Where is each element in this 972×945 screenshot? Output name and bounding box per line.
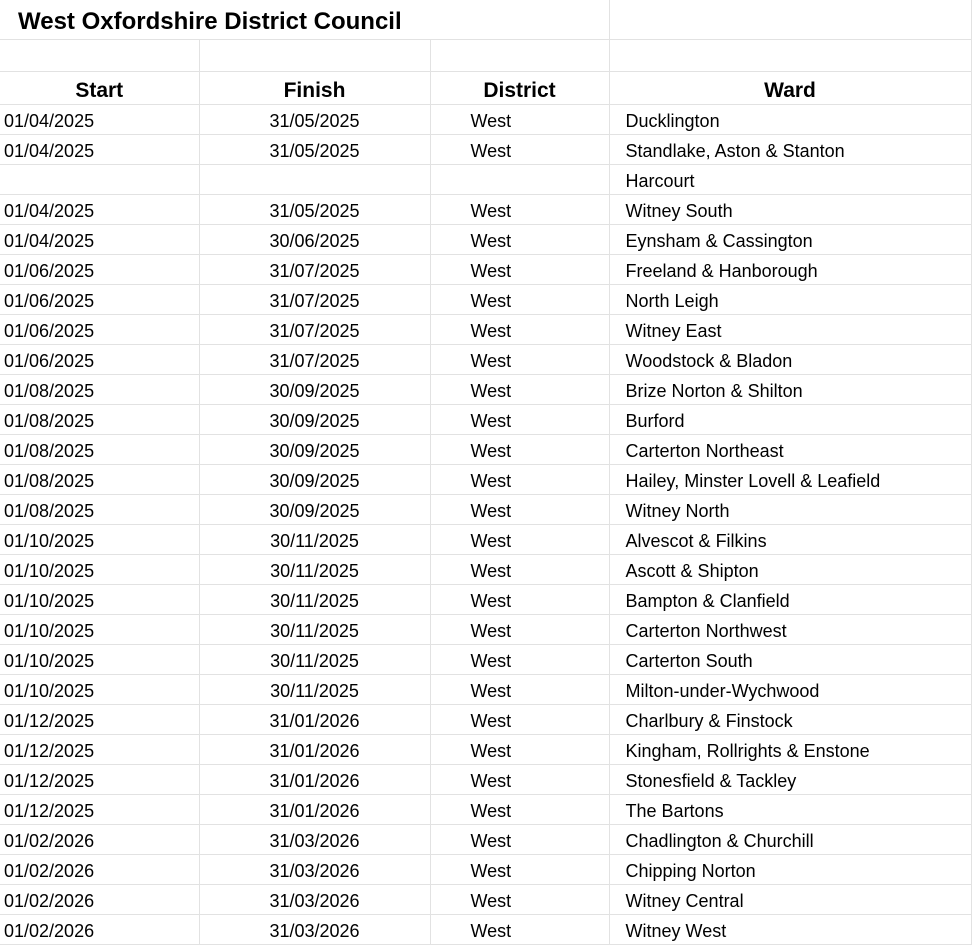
table-row [0,165,971,195]
table-row [0,225,971,255]
cell-finish[interactable]: 31/07/2025 [199,345,430,375]
table-row [0,135,971,165]
cell-district[interactable]: West [430,465,609,495]
cell-ward[interactable]: Burford [609,405,971,435]
cell-finish[interactable]: 30/09/2025 [199,465,430,495]
cell-district[interactable]: West [430,135,609,165]
cell-district[interactable]: West [430,195,609,225]
cell-finish[interactable]: 31/01/2026 [199,705,430,735]
cell-start[interactable]: 01/04/2025 [0,225,199,255]
cell-start[interactable]: 01/06/2025 [0,345,199,375]
cell-ward[interactable]: Stonesfield & Tackley [609,765,971,795]
cell-start[interactable]: 01/02/2026 [0,825,199,855]
cell-ward[interactable]: Chipping Norton [609,855,971,885]
cell-ward[interactable]: Milton-under-Wychwood [609,675,971,705]
title-row [0,0,971,40]
cell-ward[interactable]: Witney West [609,915,971,945]
table-row [0,255,971,285]
table-row [0,675,971,705]
cell-finish[interactable]: 30/11/2025 [199,555,430,585]
cell-start[interactable]: 01/08/2025 [0,495,199,525]
header-row [0,72,971,105]
cell-start[interactable]: 01/04/2025 [0,195,199,225]
cell-start[interactable]: 01/02/2026 [0,915,199,945]
cell-district[interactable]: West [430,315,609,345]
cell-start[interactable]: 01/04/2025 [0,135,199,165]
cell-start[interactable]: 01/06/2025 [0,315,199,345]
cell-ward[interactable]: Ducklington [609,105,971,135]
table-row [0,585,971,615]
cell-district[interactable]: West [430,345,609,375]
cell-ward[interactable]: North Leigh [609,285,971,315]
cell-finish[interactable]: 31/05/2025 [199,105,430,135]
empty-cell[interactable] [0,40,199,72]
table-row [0,705,971,735]
cell-start[interactable]: 01/08/2025 [0,465,199,495]
table-row [0,915,971,945]
cell-ward[interactable]: Freeland & Hanborough [609,255,971,285]
cell-district[interactable]: West [430,735,609,765]
cell-finish[interactable]: 31/07/2025 [199,315,430,345]
cell-start[interactable]: 01/08/2025 [0,375,199,405]
cell-ward[interactable]: Brize Norton & Shilton [609,375,971,405]
empty-cell[interactable] [430,40,609,72]
cell-ward[interactable]: Witney North [609,495,971,525]
cell-ward[interactable]: Chadlington & Churchill [609,825,971,855]
cell-district[interactable]: West [430,855,609,885]
cell-start[interactable]: 01/02/2026 [0,885,199,915]
cell-finish[interactable]: 30/11/2025 [199,645,430,675]
empty-cell[interactable] [199,40,430,72]
cell-ward[interactable]: The Bartons [609,795,971,825]
cell-district[interactable]: West [430,675,609,705]
cell-ward[interactable]: Alvescot & Filkins [609,525,971,555]
cell-ward[interactable]: Ascott & Shipton [609,555,971,585]
table-row [0,855,971,885]
cell-finish[interactable]: 30/09/2025 [199,405,430,435]
cell-district[interactable]: West [430,645,609,675]
cell-ward[interactable]: Witney South [609,195,971,225]
cell-start[interactable]: 01/06/2025 [0,255,199,285]
table-row [0,405,971,435]
table-row [0,765,971,795]
cell-district[interactable]: West [430,495,609,525]
cell-finish[interactable]: 31/03/2026 [199,915,430,945]
cell-district[interactable]: West [430,705,609,735]
cell-start[interactable]: 01/08/2025 [0,435,199,465]
table-row [0,105,971,135]
cell-district[interactable]: West [430,405,609,435]
cell-start[interactable]: 01/10/2025 [0,615,199,645]
cell-district[interactable]: West [430,225,609,255]
cell-finish[interactable]: 31/01/2026 [199,765,430,795]
cell-start[interactable]: 01/12/2025 [0,735,199,765]
cell-start[interactable] [0,165,199,195]
cell-district[interactable]: West [430,825,609,855]
cell-start[interactable]: 01/10/2025 [0,525,199,555]
header-district[interactable]: District [430,72,609,105]
cell-finish[interactable]: 31/03/2026 [199,825,430,855]
table-row [0,345,971,375]
cell-finish[interactable]: 31/03/2026 [199,885,430,915]
cell-ward[interactable]: Carterton Northeast [609,435,971,465]
cell-start[interactable]: 01/10/2025 [0,585,199,615]
cell-finish[interactable]: 30/09/2025 [199,435,430,465]
empty-cell[interactable] [609,40,971,72]
sheet-title[interactable]: West Oxfordshire District Council [0,0,609,40]
table-row [0,795,971,825]
cell-ward[interactable]: Charlbury & Finstock [609,705,971,735]
cell-start[interactable]: 01/10/2025 [0,555,199,585]
cell-finish[interactable]: 31/01/2026 [199,795,430,825]
cell-district[interactable]: West [430,255,609,285]
header-start[interactable]: Start [0,72,199,105]
cell-ward[interactable]: Hailey, Minster Lovell & Leafield [609,465,971,495]
cell-district[interactable]: West [430,555,609,585]
table-row [0,825,971,855]
cell-ward[interactable]: Witney East [609,315,971,345]
cell-district[interactable]: West [430,285,609,315]
cell-finish[interactable]: 30/06/2025 [199,225,430,255]
cell-district[interactable]: West [430,615,609,645]
cell-finish[interactable]: 30/09/2025 [199,375,430,405]
cell-finish[interactable]: 31/07/2025 [199,285,430,315]
cell-finish[interactable]: 31/05/2025 [199,195,430,225]
table-row [0,525,971,555]
table-row [0,735,971,765]
table-row [0,465,971,495]
empty-cell[interactable] [609,0,971,40]
cell-start[interactable]: 01/10/2025 [0,675,199,705]
header-ward[interactable]: Ward [609,72,971,105]
cell-start[interactable]: 01/08/2025 [0,405,199,435]
cell-district[interactable]: West [430,795,609,825]
table-row [0,645,971,675]
cell-district[interactable]: West [430,915,609,945]
table-row [0,495,971,525]
cell-finish[interactable]: 30/11/2025 [199,585,430,615]
table-row [0,615,971,645]
cell-finish[interactable]: 31/05/2025 [199,135,430,165]
table-row [0,885,971,915]
cell-finish[interactable]: 31/07/2025 [199,255,430,285]
cell-district[interactable]: West [430,885,609,915]
cell-ward[interactable]: Carterton South [609,645,971,675]
cell-ward[interactable]: Harcourt [609,165,971,195]
table-row [0,315,971,345]
cell-district[interactable]: West [430,375,609,405]
cell-district[interactable]: West [430,105,609,135]
cell-ward[interactable]: Witney Central [609,885,971,915]
cell-finish[interactable]: 30/11/2025 [199,525,430,555]
cell-start[interactable]: 01/04/2025 [0,105,199,135]
table-row [0,435,971,465]
cell-finish[interactable] [199,165,430,195]
blank-row [0,40,971,72]
cell-finish[interactable]: 31/01/2026 [199,735,430,765]
table-row [0,555,971,585]
table-row [0,285,971,315]
table-row [0,195,971,225]
cell-ward[interactable]: Carterton Northwest [609,615,971,645]
cell-ward[interactable]: Kingham, Rollrights & Enstone [609,735,971,765]
cell-district[interactable] [430,165,609,195]
table-row [0,375,971,405]
header-finish[interactable]: Finish [199,72,430,105]
cell-finish[interactable]: 31/03/2026 [199,855,430,885]
cell-start[interactable]: 01/10/2025 [0,645,199,675]
cell-ward[interactable]: Woodstock & Bladon [609,345,971,375]
cell-ward[interactable]: Bampton & Clanfield [609,585,971,615]
cell-ward[interactable]: Standlake, Aston & Stanton [609,135,971,165]
cell-district[interactable]: West [430,525,609,555]
cell-ward[interactable]: Eynsham & Cassington [609,225,971,255]
cell-district[interactable]: West [430,585,609,615]
cell-district[interactable]: West [430,765,609,795]
cell-start[interactable]: 01/06/2025 [0,285,199,315]
cell-start[interactable]: 01/12/2025 [0,765,199,795]
cell-finish[interactable]: 30/09/2025 [199,495,430,525]
cell-start[interactable]: 01/12/2025 [0,795,199,825]
cell-district[interactable]: West [430,435,609,465]
cell-start[interactable]: 01/02/2026 [0,855,199,885]
cell-finish[interactable]: 30/11/2025 [199,675,430,705]
cell-start[interactable]: 01/12/2025 [0,705,199,735]
cell-finish[interactable]: 30/11/2025 [199,615,430,645]
